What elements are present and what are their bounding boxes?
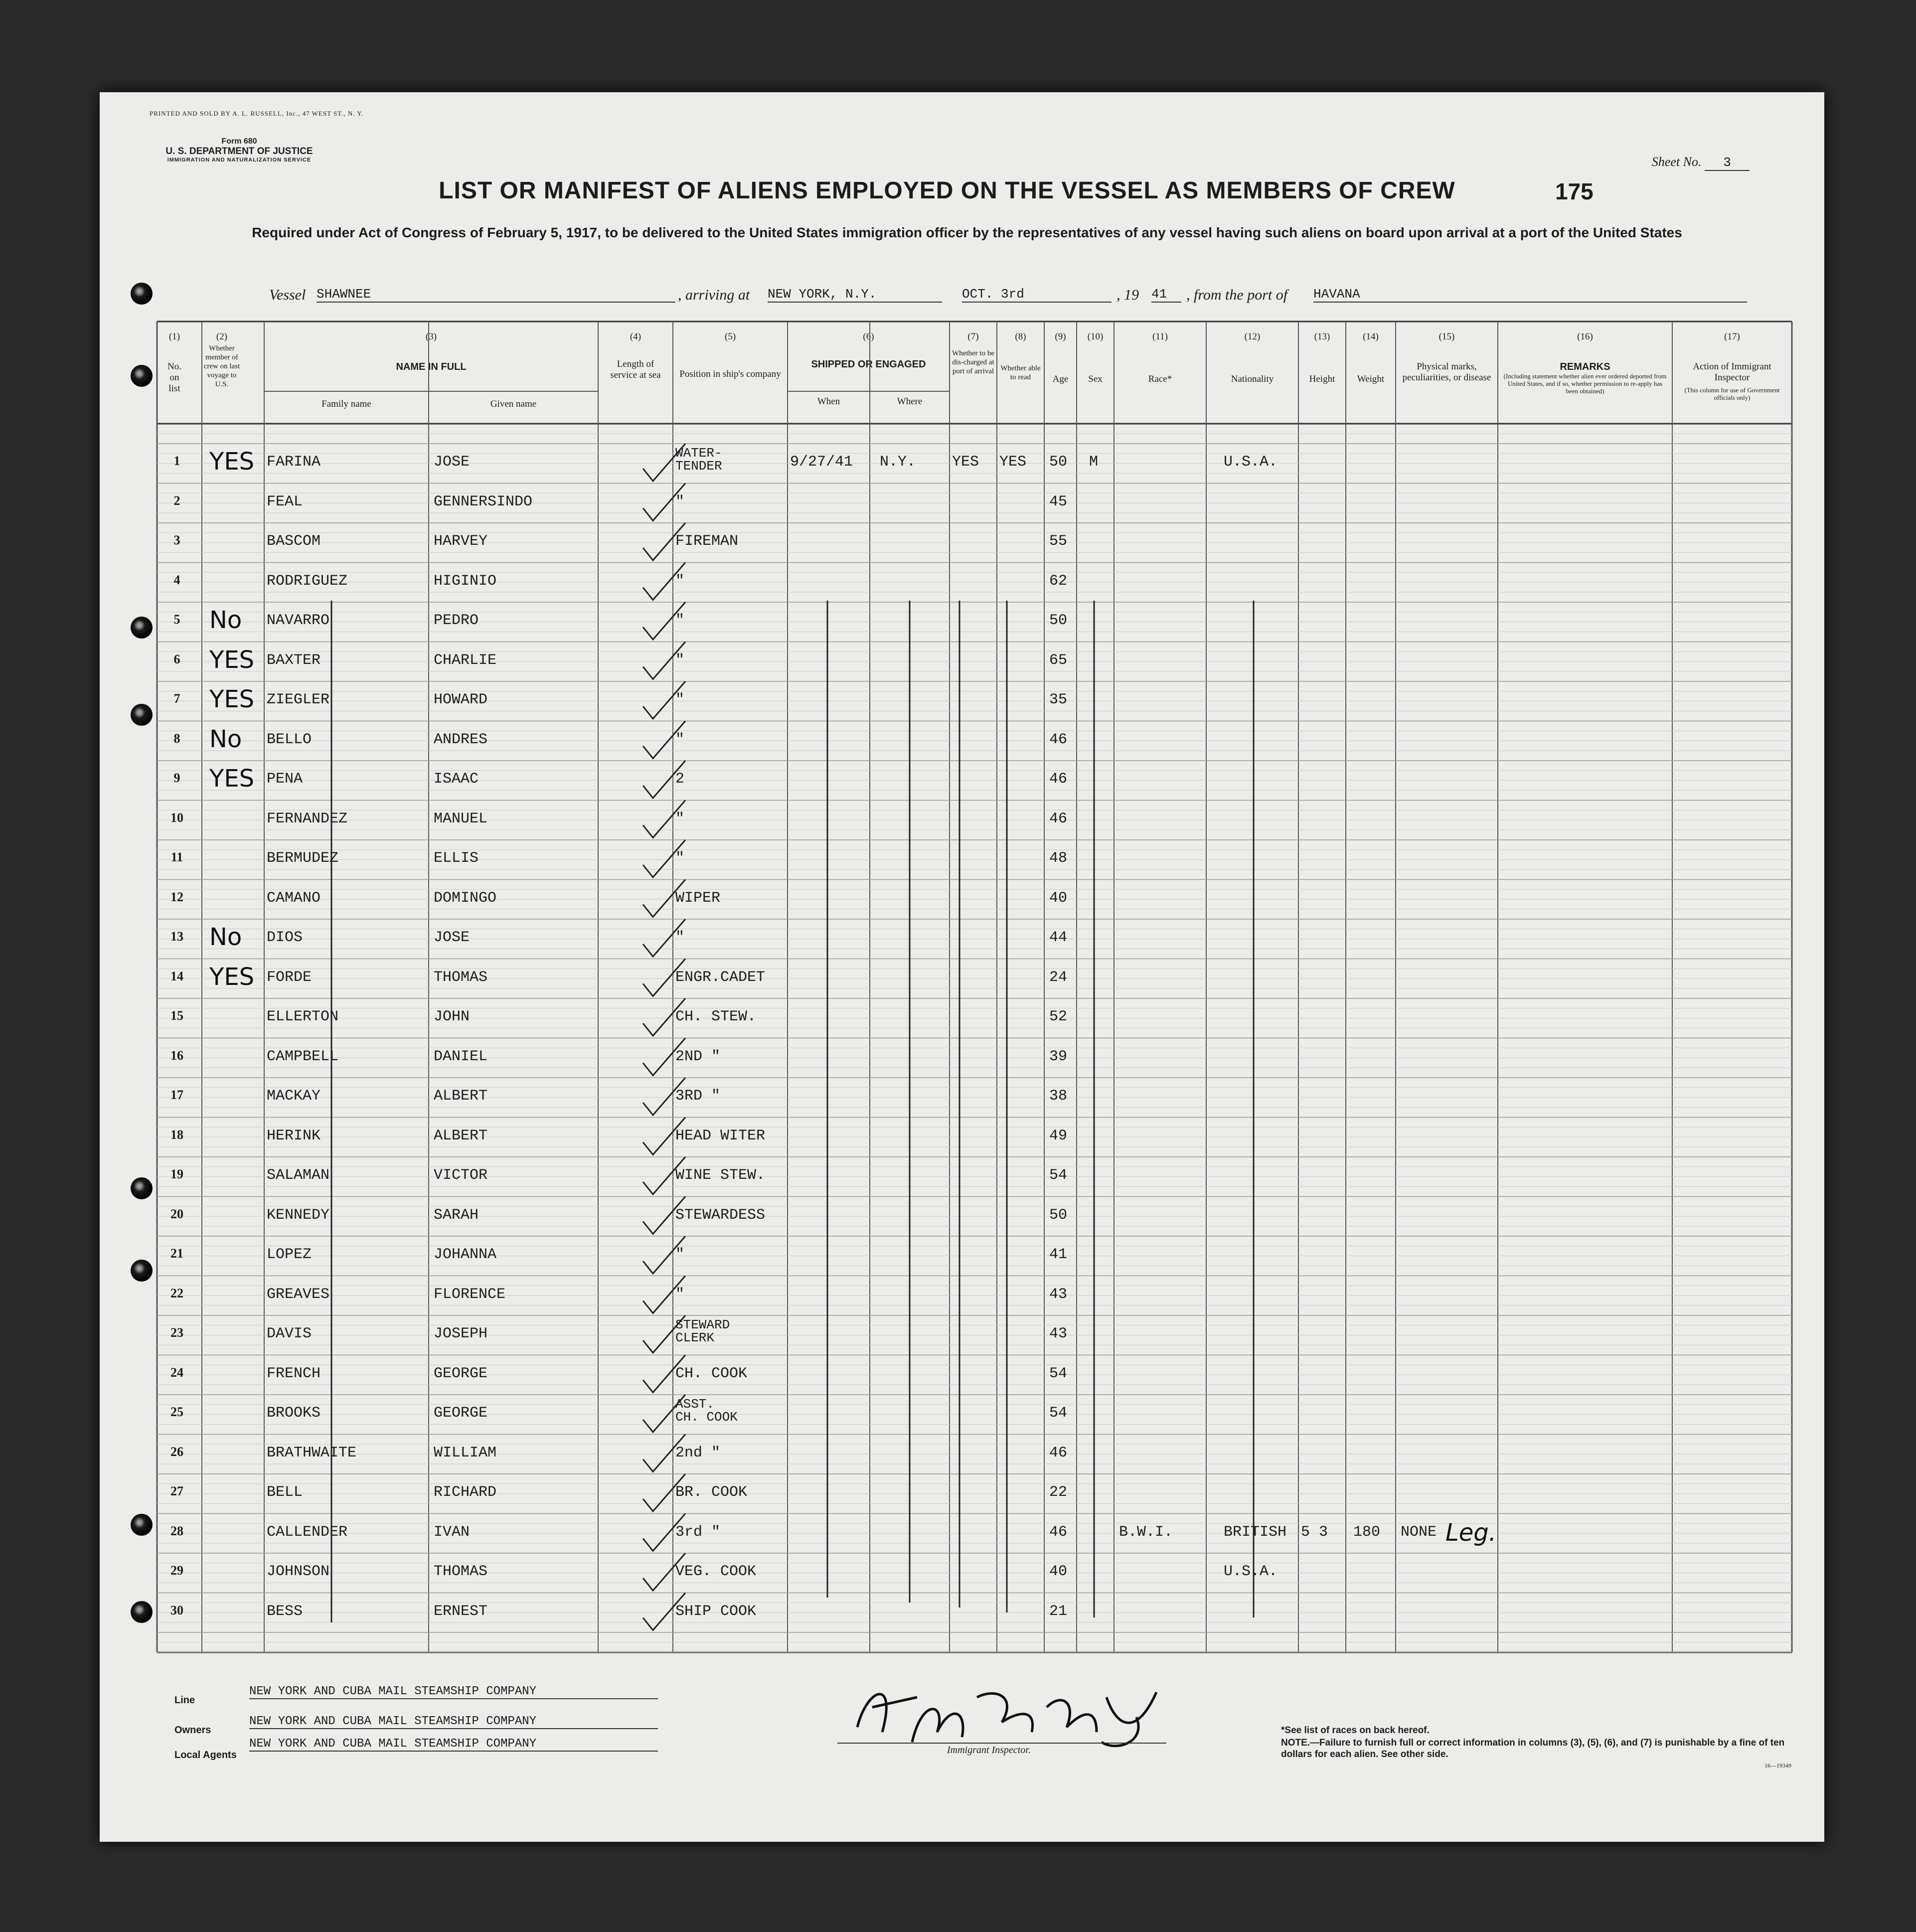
position-line-2: CLERK xyxy=(675,1330,715,1345)
position: BR. COOK xyxy=(675,1484,748,1501)
family-name: GREAVES xyxy=(267,1286,330,1303)
row-number: 21 xyxy=(170,1246,183,1261)
row-number: 6 xyxy=(173,651,180,666)
family-name: FEAL xyxy=(267,493,303,510)
family-name: DIOS xyxy=(267,929,303,946)
given-name: JOHANNA xyxy=(434,1246,497,1263)
age: 43 xyxy=(1049,1286,1068,1303)
family-name: FARINA xyxy=(267,454,321,471)
row-number: 5 xyxy=(173,612,180,627)
sheet-value: 3 xyxy=(1705,155,1750,171)
family-name: CALLENDER xyxy=(267,1523,348,1541)
age: 22 xyxy=(1049,1484,1068,1501)
age: 40 xyxy=(1049,889,1068,907)
last-voyage-mark: YES xyxy=(209,765,255,793)
year-prefix: , 19 xyxy=(1117,287,1139,303)
age: 45 xyxy=(1049,493,1068,510)
col-16-sub: (Including statement whether alien ever ordered deported from United States, and if so, whether permission to re-apply has been obtained) xyxy=(1503,372,1667,395)
col-16-label: REMARKS xyxy=(1560,361,1610,372)
row-number: 25 xyxy=(170,1405,183,1419)
given-name: JOSE xyxy=(434,454,470,471)
row-number: 2 xyxy=(173,493,180,508)
row-number: 16 xyxy=(170,1048,183,1063)
age: 21 xyxy=(1049,1603,1068,1620)
nationality: U.S.A. xyxy=(1224,1563,1278,1580)
position: 2ND " xyxy=(675,1048,721,1065)
family-name: BESS xyxy=(267,1603,303,1620)
position: " xyxy=(675,612,685,629)
col-3-num: (3) xyxy=(425,331,437,342)
punch-hole xyxy=(131,283,153,305)
col-6-num: (6) xyxy=(863,331,874,342)
physical-marks: NONE xyxy=(1401,1523,1437,1541)
row-number: 29 xyxy=(170,1563,183,1578)
col-4-label: Length of service at sea xyxy=(610,359,661,380)
col-12-num: (12) xyxy=(1244,331,1261,342)
row-number: 7 xyxy=(173,691,180,706)
given-name: CHARLIE xyxy=(434,651,497,669)
form-number: Form 680 xyxy=(221,137,257,146)
row-number: 9 xyxy=(173,771,180,785)
position: " xyxy=(675,572,685,590)
position: " xyxy=(675,810,685,827)
last-voyage-mark: No xyxy=(209,923,242,951)
age: 62 xyxy=(1049,572,1068,590)
shipped-where: N.Y. xyxy=(880,454,916,471)
page-number: 175 xyxy=(1555,178,1594,204)
col-15-num: (15) xyxy=(1438,331,1455,342)
position: VEG. COOK xyxy=(675,1563,757,1580)
col-2-num: (2) xyxy=(216,331,228,342)
service-name: IMMIGRATION AND NATURALIZATION SERVICE xyxy=(167,157,312,163)
fine-note: NOTE.—Failure to furnish full or correct information in columns (3), (5), (6), and (7) is punishable by a fine of ten dollars for each alien. See other side. xyxy=(1281,1738,1785,1760)
position: " xyxy=(675,1246,685,1263)
col-7-label: Whether to be dis-charged at port of arrival xyxy=(952,349,994,375)
row-number: 27 xyxy=(170,1484,183,1498)
family-name: BELL xyxy=(267,1484,303,1501)
inspector-signature xyxy=(837,1667,1236,1752)
col-13-label: Height xyxy=(1309,374,1335,384)
col-9-label: Age xyxy=(1052,374,1069,384)
col-10-label: Sex xyxy=(1088,374,1103,384)
family-name: BERMUDEZ xyxy=(267,850,339,867)
family-name: KENNEDY xyxy=(267,1206,330,1224)
shipped-when: 9/27/41 xyxy=(790,454,853,471)
position: CH. COOK xyxy=(675,1365,748,1382)
given-name: JOSEPH xyxy=(434,1325,488,1342)
col-1-label: No. on list xyxy=(167,361,181,394)
given-name: ALBERT xyxy=(434,1088,488,1105)
punch-hole xyxy=(131,617,153,639)
position: " xyxy=(675,731,685,748)
given-name: ANDRES xyxy=(434,731,488,748)
last-voyage-mark: No xyxy=(209,725,242,753)
col-12-label: Nationality xyxy=(1231,374,1274,384)
age: 39 xyxy=(1049,1048,1068,1065)
arriving-label: , arriving at xyxy=(678,287,750,303)
age: 54 xyxy=(1049,1167,1068,1184)
page-title: LIST OR MANIFEST OF ALIENS EMPLOYED ON THE VESSEL AS MEMBERS OF CREW xyxy=(439,177,1455,204)
col-2-label: Whether member of crew on last voyage to U.S. xyxy=(203,344,240,388)
col-9-num: (9) xyxy=(1055,331,1066,342)
position: " xyxy=(675,1286,685,1303)
family-name: JOHNSON xyxy=(267,1563,330,1580)
punch-hole xyxy=(131,704,153,726)
position: " xyxy=(675,850,685,867)
manifest-sheet xyxy=(100,92,1824,1842)
col-8-num: (8) xyxy=(1015,331,1026,342)
col-5-num: (5) xyxy=(724,331,736,342)
punch-hole xyxy=(131,1514,153,1536)
height: 5 3 xyxy=(1301,1523,1328,1541)
from-port: HAVANA xyxy=(1313,287,1747,303)
family-name: DAVIS xyxy=(267,1325,312,1342)
races-note: *See list of races on back hereof. xyxy=(1281,1725,1430,1736)
row-number: 4 xyxy=(173,572,180,587)
race: B.W.I. xyxy=(1119,1523,1173,1541)
given-name: WILLIAM xyxy=(434,1444,497,1461)
col-11-label: Race* xyxy=(1148,374,1172,384)
punch-hole xyxy=(131,365,153,387)
age: 52 xyxy=(1049,1008,1068,1025)
sex: M xyxy=(1089,454,1099,471)
row-number: 3 xyxy=(173,533,180,547)
given-name: GEORGE xyxy=(434,1405,488,1422)
position-line-2: TENDER xyxy=(675,459,722,474)
family-name: CAMANO xyxy=(267,889,321,907)
table-grid xyxy=(100,92,1824,1842)
family-name: LOPEZ xyxy=(267,1246,312,1263)
age: 54 xyxy=(1049,1365,1068,1382)
position: CH. STEW. xyxy=(675,1008,757,1025)
form-code: 16—19349 xyxy=(1764,1762,1791,1769)
row-number: 24 xyxy=(170,1365,183,1380)
row-number: 28 xyxy=(170,1523,183,1538)
age: 46 xyxy=(1049,1523,1068,1541)
given-name: ELLIS xyxy=(434,850,479,867)
position: WIPER xyxy=(675,889,721,907)
last-voyage-mark: YES xyxy=(209,448,255,476)
given-name: JOSE xyxy=(434,929,470,946)
col-17-sub: (This column for use of Government officials only) xyxy=(1684,386,1780,401)
row-number: 1 xyxy=(173,454,180,468)
punch-hole xyxy=(131,1601,153,1623)
col-17-label: Action of Immigrant Inspector xyxy=(1693,361,1771,383)
agents-value: NEW YORK AND CUBA MAIL STEAMSHIP COMPANY xyxy=(249,1737,658,1752)
row-number: 13 xyxy=(170,929,183,944)
family-name: CAMPBELL xyxy=(267,1048,339,1065)
position: STEWARDESS xyxy=(675,1206,766,1224)
given-name: THOMAS xyxy=(434,1563,488,1580)
punch-hole xyxy=(131,1177,153,1199)
age: 48 xyxy=(1049,850,1068,867)
family-name: BRATHWAITE xyxy=(267,1444,357,1461)
punch-hole xyxy=(131,1260,153,1282)
age: 50 xyxy=(1049,1206,1068,1224)
department-name: U. S. DEPARTMENT OF JUSTICE xyxy=(165,146,313,157)
position: 2nd " xyxy=(675,1444,721,1461)
row-number: 12 xyxy=(170,889,183,904)
row-number: 17 xyxy=(170,1088,183,1102)
able-to-read: YES xyxy=(999,454,1027,471)
age: 24 xyxy=(1049,968,1068,986)
family-name: HERINK xyxy=(267,1127,321,1144)
given-name: MANUEL xyxy=(434,810,488,827)
given-name: DANIEL xyxy=(434,1048,488,1065)
printer-credit: PRINTED AND SOLD BY A. L. RUSSELL, Inc., 47 WEST ST., N. Y. xyxy=(150,110,364,117)
col-15-label: Physical marks, peculiarities, or disease xyxy=(1402,361,1491,383)
line-value: NEW YORK AND CUBA MAIL STEAMSHIP COMPANY xyxy=(249,1685,658,1699)
given-name: PEDRO xyxy=(434,612,479,629)
row-number: 11 xyxy=(170,850,183,864)
col-6-label: SHIPPED OR ENGAGED xyxy=(811,359,926,370)
age: 55 xyxy=(1049,533,1068,550)
remarks-handwritten: Leg. xyxy=(1445,1518,1496,1547)
nationality: BRITISH xyxy=(1224,1523,1287,1541)
col-5-label: Position in ship's company xyxy=(679,369,781,379)
arrival-date: OCT. 3rd xyxy=(962,287,1112,303)
line-label: Line xyxy=(174,1695,195,1706)
age: 40 xyxy=(1049,1563,1068,1580)
given-name: IVAN xyxy=(434,1523,470,1541)
position-line-2: CH. COOK xyxy=(675,1410,738,1425)
position: 3rd " xyxy=(675,1523,721,1541)
row-number: 10 xyxy=(170,810,183,825)
position-line-1: ASST. xyxy=(675,1397,715,1412)
family-name: BROOKS xyxy=(267,1405,321,1422)
age: 46 xyxy=(1049,731,1068,748)
age: 50 xyxy=(1049,612,1068,629)
family-name: MACKAY xyxy=(267,1088,321,1105)
family-name: SALAMAN xyxy=(267,1167,330,1184)
given-name: THOMAS xyxy=(434,968,488,986)
col-6-when: When xyxy=(817,396,840,407)
col-14-num: (14) xyxy=(1363,331,1379,342)
position: " xyxy=(675,651,685,669)
given-name: JOHN xyxy=(434,1008,470,1025)
col-8-label: Whether able to read xyxy=(1000,364,1041,381)
position: 2 xyxy=(675,771,685,788)
last-voyage-mark: YES xyxy=(209,963,255,991)
position: " xyxy=(675,929,685,946)
age: 49 xyxy=(1049,1127,1068,1144)
col-17-num: (17) xyxy=(1724,331,1740,342)
row-number: 23 xyxy=(170,1325,183,1340)
owners-label: Owners xyxy=(174,1725,211,1736)
age: 35 xyxy=(1049,691,1068,708)
position: ENGR.CADET xyxy=(675,968,766,986)
col-4-num: (4) xyxy=(630,331,641,342)
col-13-num: (13) xyxy=(1314,331,1330,342)
row-number: 22 xyxy=(170,1286,183,1300)
family-name: ELLERTON xyxy=(267,1008,339,1025)
sheet-label: Sheet No. xyxy=(1651,155,1702,169)
arrival-port: NEW YORK, N.Y. xyxy=(768,287,942,303)
age: 65 xyxy=(1049,651,1068,669)
position: HEAD WITER xyxy=(675,1127,766,1144)
position-line-1: WATER- xyxy=(675,446,722,461)
family-name: NAVARRO xyxy=(267,612,330,629)
position: FIREMAN xyxy=(675,533,739,550)
age: 41 xyxy=(1049,1246,1068,1263)
last-voyage-mark: No xyxy=(209,606,242,634)
row-number: 14 xyxy=(170,968,183,983)
age: 46 xyxy=(1049,771,1068,788)
given-name: GENNERSINDO xyxy=(434,493,533,510)
age: 44 xyxy=(1049,929,1068,946)
age: 43 xyxy=(1049,1325,1068,1342)
to-be-discharged: YES xyxy=(952,454,979,471)
vessel-label: Vessel xyxy=(269,287,306,303)
position: SHIP COOK xyxy=(675,1603,757,1620)
given-name: HOWARD xyxy=(434,691,488,708)
given-name: ALBERT xyxy=(434,1127,488,1144)
last-voyage-mark: YES xyxy=(209,645,255,674)
family-name: PENA xyxy=(267,771,303,788)
row-number: 15 xyxy=(170,1008,183,1023)
family-name: RODRIGUEZ xyxy=(267,572,348,590)
col-3-label: NAME IN FULL xyxy=(396,361,467,372)
given-name: RICHARD xyxy=(434,1484,497,1501)
col-3-given: Given name xyxy=(490,399,537,409)
weight: 180 xyxy=(1353,1523,1381,1541)
col-6-where: Where xyxy=(897,396,923,407)
col-14-label: Weight xyxy=(1357,374,1385,384)
position: " xyxy=(675,493,685,510)
col-10-num: (10) xyxy=(1087,331,1104,342)
agents-label: Local Agents xyxy=(174,1750,237,1761)
from-port-label: , from the port of xyxy=(1186,287,1288,303)
page-subtitle: Required under Act of Congress of February 5, 1917, to be delivered to the United States immigration officer by the representatives of any vessel having such aliens on board upon arrival at a port of the United States xyxy=(252,225,1682,240)
given-name: HIGINIO xyxy=(434,572,497,590)
age: 46 xyxy=(1049,810,1068,827)
age: 54 xyxy=(1049,1405,1068,1422)
col-7-num: (7) xyxy=(967,331,979,342)
last-voyage-mark: YES xyxy=(209,685,255,713)
given-name: DOMINGO xyxy=(434,889,497,907)
owners-value: NEW YORK AND CUBA MAIL STEAMSHIP COMPANY xyxy=(249,1715,658,1729)
given-name: HARVEY xyxy=(434,533,488,550)
given-name: ERNEST xyxy=(434,1603,488,1620)
row-number: 26 xyxy=(170,1444,183,1459)
family-name: BELLO xyxy=(267,731,312,748)
col-3-family: Family name xyxy=(321,399,371,409)
nationality: U.S.A. xyxy=(1224,454,1278,471)
position: 3RD " xyxy=(675,1088,721,1105)
given-name: FLORENCE xyxy=(434,1286,506,1303)
age: 46 xyxy=(1049,1444,1068,1461)
age: 50 xyxy=(1049,454,1068,471)
position-line-1: STEWARD xyxy=(675,1317,730,1332)
inspector-label: Immigrant Inspector. xyxy=(947,1745,1031,1756)
vessel-name: SHAWNEE xyxy=(317,287,675,303)
given-name: ISAAC xyxy=(434,771,479,788)
arrival-year: 41 xyxy=(1151,287,1181,303)
family-name: ZIEGLER xyxy=(267,691,330,708)
position: " xyxy=(675,691,685,708)
row-number: 30 xyxy=(170,1603,183,1617)
given-name: SARAH xyxy=(434,1206,479,1224)
family-name: BAXTER xyxy=(267,651,321,669)
col-16-num: (16) xyxy=(1577,331,1593,342)
family-name: BASCOM xyxy=(267,533,321,550)
family-name: FORDE xyxy=(267,968,312,986)
age: 38 xyxy=(1049,1088,1068,1105)
family-name: FRENCH xyxy=(267,1365,321,1382)
family-name: FERNANDEZ xyxy=(267,810,348,827)
given-name: VICTOR xyxy=(434,1167,488,1184)
position: WINE STEW. xyxy=(675,1167,766,1184)
row-number: 20 xyxy=(170,1206,183,1221)
given-name: GEORGE xyxy=(434,1365,488,1382)
col-1-num: (1) xyxy=(168,331,180,342)
row-number: 18 xyxy=(170,1127,183,1142)
row-number: 19 xyxy=(170,1167,183,1181)
row-number: 8 xyxy=(173,731,180,746)
col-11-num: (11) xyxy=(1152,331,1168,342)
